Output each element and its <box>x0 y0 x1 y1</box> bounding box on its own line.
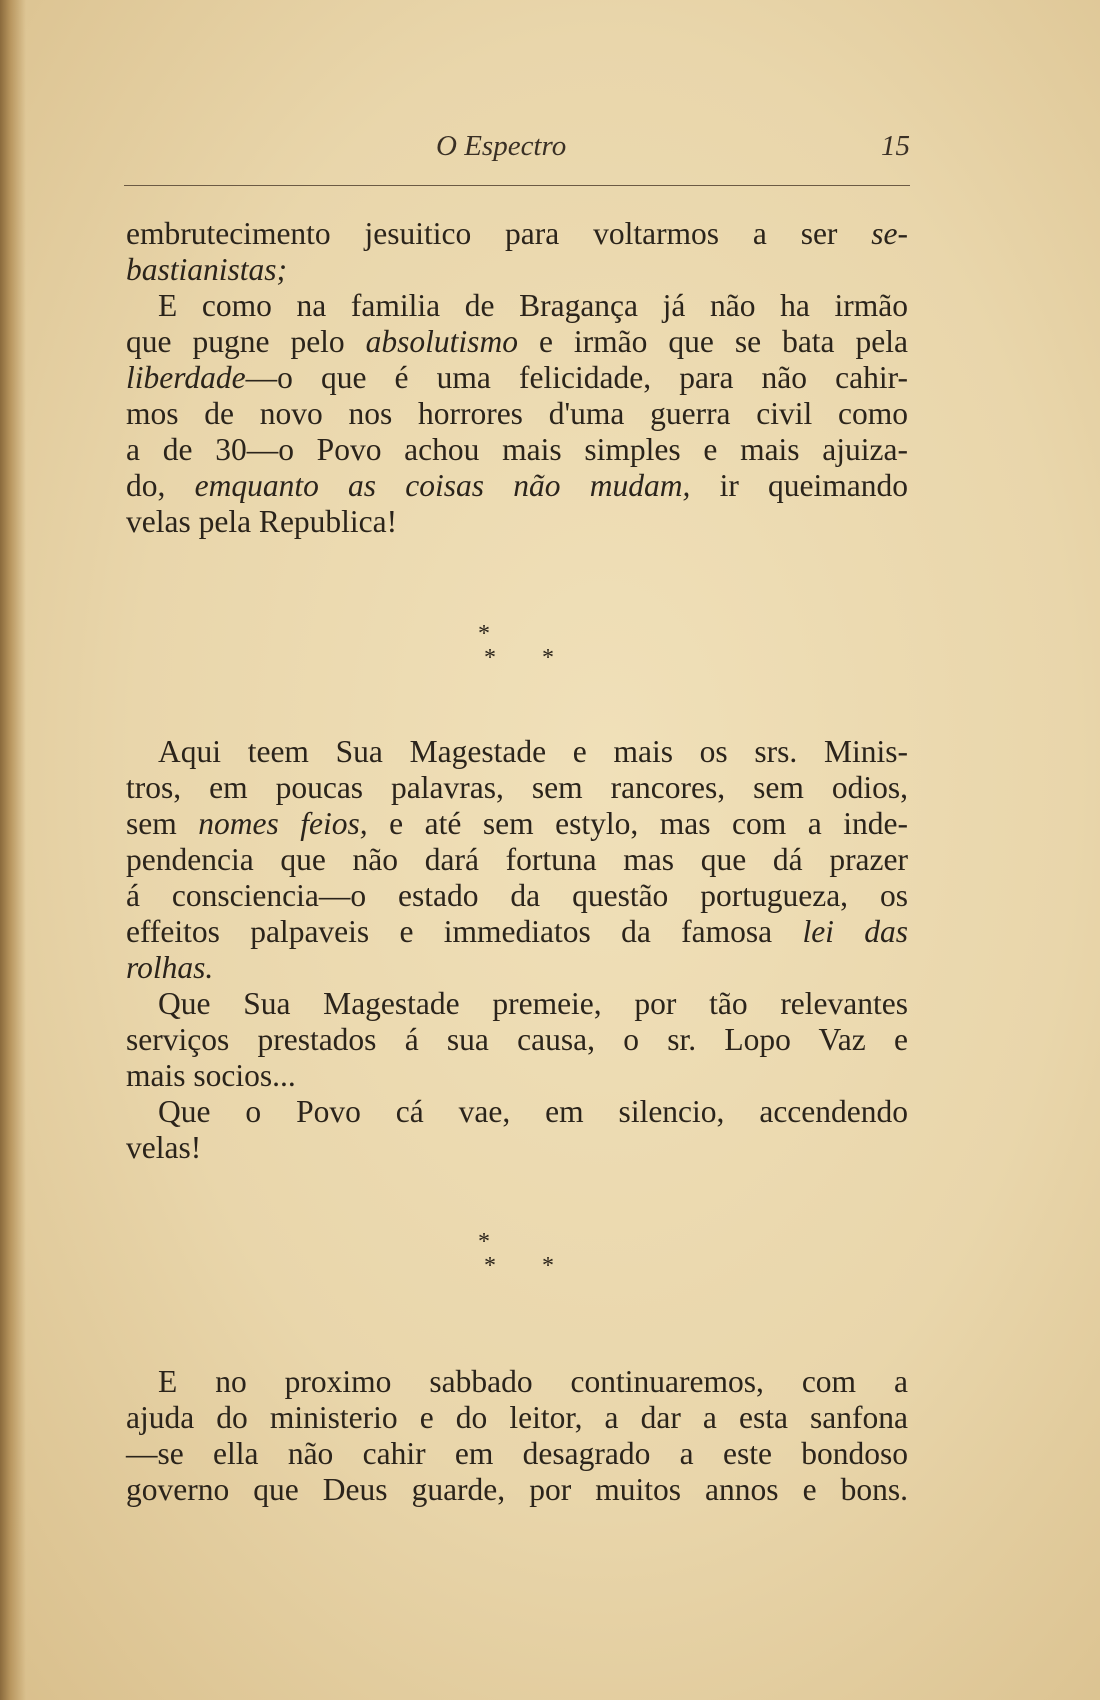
asterisk: * <box>542 645 554 671</box>
paragraph-5 <box>126 1364 908 1508</box>
text-line: velas pela Republica! <box>126 504 398 539</box>
body-text <box>126 216 908 1508</box>
text-line: governo que Deus guarde, por muitos annos e bons. <box>126 1472 908 1507</box>
text-line: —se ella não cahir em desagrado a este bondoso <box>126 1436 908 1471</box>
text-line: liberdade—o que é uma felicidade, para não cahir- <box>126 360 908 395</box>
text-line: rolhas. <box>126 950 214 985</box>
paragraph-4 <box>126 1094 908 1166</box>
text-line: Aqui teem Sua Magestade e mais os srs. Minis- <box>158 734 908 769</box>
text-line: bastianistas; <box>126 252 288 287</box>
text-line: sem nomes feios, e até sem estylo, mas com a inde- <box>126 806 908 841</box>
text-line: E como na familia de Bragança já não ha irmão <box>158 288 908 323</box>
text-line: effeitos palpaveis e immediatos da famosa lei das <box>126 914 909 949</box>
asterism-divider <box>126 622 908 678</box>
text-line: do, emquanto as coisas não mudam, ir queimando <box>126 468 908 503</box>
text-line: ajuda do ministerio e do leitor, a dar a esta sanfona <box>126 1400 908 1435</box>
text-line: serviços prestados á sua causa, o sr. Lopo Vaz e <box>126 1022 908 1057</box>
asterisk: * <box>478 1229 490 1255</box>
text-line: E no proximo sabbado continuaremos, com a <box>158 1364 908 1399</box>
running-title: O Espectro <box>436 130 567 162</box>
asterisk: * <box>478 621 490 647</box>
text-line: Que o Povo cá vae, em silencio, accendendo <box>158 1094 908 1129</box>
text-line: a de 30—o Povo achou mais simples e mais ajuiza- <box>126 432 908 467</box>
text-line: que pugne pelo absolutismo e irmão que se bata pela <box>126 324 908 359</box>
page-spine-shadow <box>0 0 26 1700</box>
text-line: velas! <box>126 1130 202 1165</box>
text-line: á consciencia—o estado da questão portugueza, os <box>126 878 908 913</box>
running-header <box>124 130 910 170</box>
text-line: mos de novo nos horrores d'uma guerra civil como <box>126 396 908 431</box>
text-line: pendencia que não dará fortuna mas que dá prazer <box>126 842 908 877</box>
paragraph-1 <box>126 216 908 540</box>
page-number: 15 <box>881 130 910 162</box>
paragraph-2 <box>126 734 908 986</box>
header-rule <box>124 185 910 186</box>
asterisk: * <box>484 645 496 671</box>
asterisk: * <box>484 1253 496 1279</box>
text-line: mais socios... <box>126 1058 296 1093</box>
text-line: tros, em poucas palavras, sem rancores, sem odios, <box>126 770 908 805</box>
asterisk: * <box>542 1253 554 1279</box>
text-line: embrutecimento jesuitico para voltarmos a ser se- <box>126 216 908 251</box>
asterism-divider <box>126 1230 908 1286</box>
paragraph-3 <box>126 986 908 1094</box>
text-line: Que Sua Magestade premeie, por tão relevantes <box>158 986 908 1021</box>
